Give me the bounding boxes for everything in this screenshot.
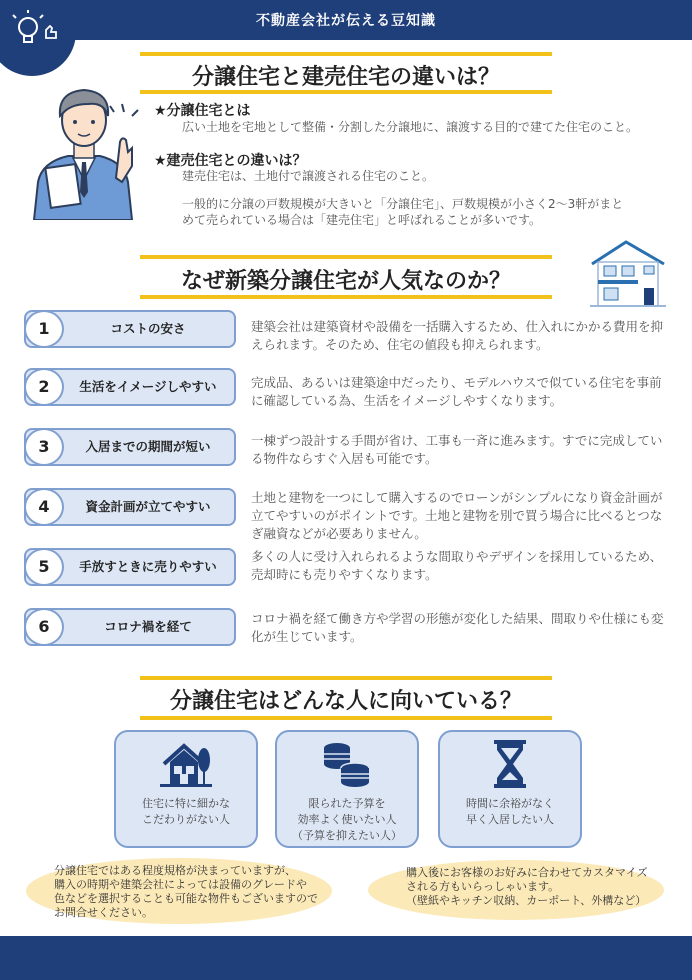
footer-bar bbox=[0, 936, 692, 980]
note-left bbox=[54, 864, 318, 920]
heading-rule bbox=[140, 90, 552, 94]
card-text: 限られた予算を bbox=[308, 797, 386, 810]
reason-label: 手放すときに売りやすい bbox=[79, 559, 217, 574]
section-heading-difference bbox=[140, 52, 552, 94]
question-body: 広い土地を宅地として整備・分割した分譲地に、譲渡する目的で建てた住宅のこと。 bbox=[182, 120, 639, 134]
reason-pill bbox=[24, 428, 236, 466]
reason-pill bbox=[24, 310, 236, 348]
reason-description: 完成品、あるいは建築途中だったり、モデルハウスで似ている住宅を事前に確認している為、生活をイメージしやすくなります。 bbox=[251, 375, 662, 408]
reason-number: 3 bbox=[24, 428, 64, 466]
reason-number: 2 bbox=[24, 368, 64, 406]
reason-number: 1 bbox=[24, 310, 64, 348]
house-icon bbox=[160, 738, 212, 790]
note-line: 分譲住宅ではある程度規格が決まっていますが、 bbox=[54, 864, 296, 877]
section-heading-suitable bbox=[140, 676, 552, 720]
reason-label: コストの安さ bbox=[110, 321, 186, 336]
reason-number: 5 bbox=[24, 548, 64, 586]
heading-rule bbox=[140, 716, 552, 720]
heading-text: なぜ新築分譲住宅が人気なのか？ bbox=[180, 269, 511, 294]
reason-label: 資金計画が立てやすい bbox=[85, 499, 211, 514]
reason-pill bbox=[24, 548, 236, 586]
reason-number: 6 bbox=[24, 608, 64, 646]
question-body: 一般的に分譲の戸数規模が大きいと「分譲住宅」、戸数規模が小さく2〜3軒がまと bbox=[182, 197, 624, 211]
hourglass-icon bbox=[484, 738, 536, 790]
reason-description: 建築会社は建築資材や設備を一括購入するため、仕入れにかかる費用を抑えられます。そのため、住宅の値段も抑えられます。 bbox=[251, 319, 664, 352]
reason-description: 一棟ずつ設計する手間が省け、工事も一斉に進みます。すでに完成している物件ならすぐ入居も可能です。 bbox=[251, 433, 663, 466]
corner-badge bbox=[0, 0, 76, 76]
heading-rule bbox=[140, 52, 552, 56]
header-bar bbox=[0, 0, 692, 40]
reason-pill bbox=[24, 488, 236, 526]
card-text: 住宅に特に細かな bbox=[142, 797, 230, 810]
heading-text: 分譲住宅はどんな人に向いている？ bbox=[169, 689, 522, 714]
card-text: 効率よく使いたい人 bbox=[297, 813, 397, 826]
question-title: ★建売住宅との違いは？ bbox=[154, 153, 307, 169]
note-line: される方もいらっしゃいます。 bbox=[406, 880, 560, 893]
heading-rule bbox=[140, 676, 552, 680]
reason-number: 4 bbox=[24, 488, 64, 526]
businessman-illustration bbox=[28, 82, 140, 220]
reason-label: 生活をイメージしやすい bbox=[79, 379, 217, 394]
note-line: 色などを選択することも可能な物件もございますので bbox=[54, 892, 318, 905]
suitable-card bbox=[114, 730, 258, 848]
house-illustration bbox=[590, 240, 666, 308]
page-title: 不動産会社が伝える豆知識 bbox=[256, 13, 436, 29]
heading-rule bbox=[140, 255, 552, 259]
note-line: お問合せください。 bbox=[54, 906, 153, 919]
suitable-card bbox=[275, 730, 419, 848]
question-title: ★分譲住宅とは bbox=[154, 103, 251, 119]
section-heading-popularity bbox=[140, 255, 552, 299]
card-text: こだわりがない人 bbox=[142, 813, 230, 826]
reason-pill bbox=[24, 368, 236, 406]
reason-description: コロナ禍を経て働き方や学習の形態が変化した結果、間取りや仕様にも変化が生じています。 bbox=[251, 611, 664, 644]
reason-label: 入居までの期間が短い bbox=[85, 439, 211, 454]
lightbulb-icon bbox=[10, 10, 60, 50]
note-right bbox=[406, 866, 648, 908]
card-text: 早く入居したい人 bbox=[466, 813, 554, 826]
reason-label: コロナ禍を経て bbox=[104, 619, 192, 634]
reason-description: 土地と建物を一つにして購入するのでローンがシンプルになり資金計画が立てやすいのがポイントです。土地と建物を別で買う場合に比べるとつなぎ融資などが必要ありません。 bbox=[251, 490, 663, 541]
heading-text: 分譲住宅と建売住宅の違いは？ bbox=[191, 65, 500, 90]
question-body: 建売住宅は、土地付で譲渡される住宅のこと。 bbox=[182, 169, 435, 183]
question-body: めて売られている場合は「建売住宅」と呼ばれることが多いです。 bbox=[182, 213, 542, 227]
reason-description: 多くの人に受け入れられるような間取りやデザインを採用しているため、売却時にも売りやすくなります。 bbox=[251, 549, 663, 582]
card-text: 時間に余裕がなく bbox=[466, 797, 554, 810]
coins-icon bbox=[321, 738, 373, 790]
note-line: 購入後にお客様のお好みに合わせてカスタマイズ bbox=[406, 866, 648, 879]
heading-rule bbox=[140, 295, 552, 299]
reason-pill bbox=[24, 608, 236, 646]
card-text: （予算を抑えたい人） bbox=[292, 829, 402, 842]
suitable-card bbox=[438, 730, 582, 848]
note-line: 購入の時期や建築会社によっては設備のグレードや bbox=[54, 878, 307, 891]
note-line: （壁紙やキッチン収納、カーポート、外構など） bbox=[406, 894, 647, 907]
